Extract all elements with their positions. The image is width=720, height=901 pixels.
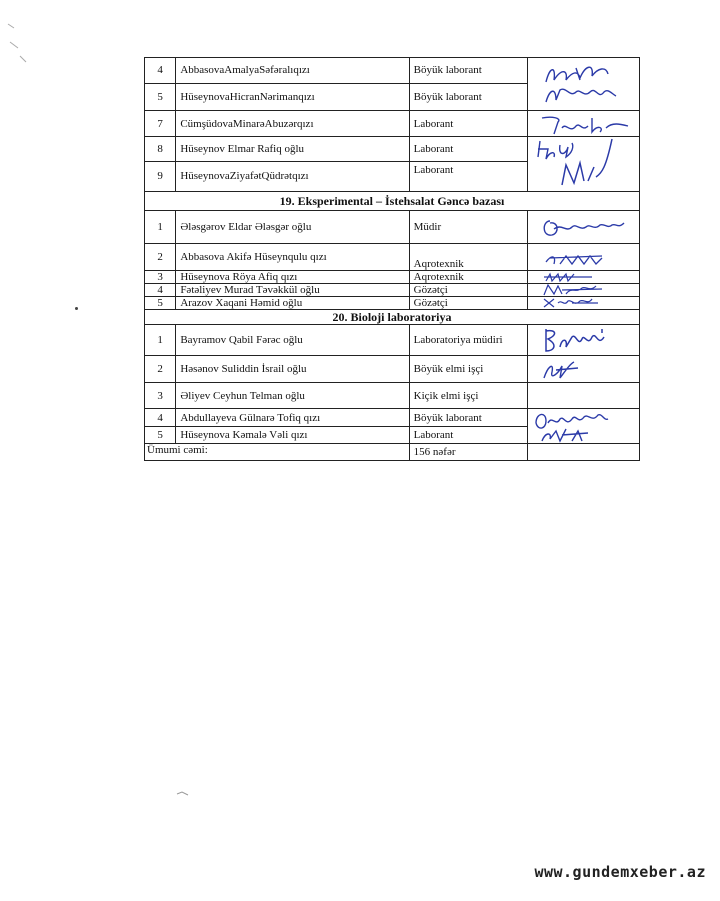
handwritten-signature [532,112,634,136]
handwritten-signature [532,325,634,355]
table-row [145,383,640,409]
employee-position: Laborant [409,427,527,444]
section-header-row [145,192,640,211]
handwritten-signature [532,244,634,270]
employee-name: Arazov Xaqani Həmid oğlu [176,297,409,310]
table-row [145,111,640,137]
signature-cell [527,111,639,137]
employee-position: Kiçik elmi işçi [409,383,527,409]
handwritten-signature [532,58,634,110]
row-number: 3 [145,383,176,409]
signature-cell [527,137,639,192]
row-number: 1 [145,211,176,244]
employee-position: Laborant [409,137,527,162]
row-number: 7 [145,111,176,137]
employee-position: Laborant [409,111,527,137]
employee-position: Böyük laborant [409,409,527,427]
signature-cell [527,356,639,383]
employee-name: Hüseynova Kəmalə Vəli qızı [176,427,409,444]
employee-position: Gözətçi [409,284,527,297]
table-row [145,58,640,84]
table-row [145,284,640,297]
employee-position: Gözətçi [409,297,527,310]
table-row [145,356,640,383]
handwritten-signature [532,284,634,296]
total-value: 156 nəfər [409,444,527,461]
row-number: 2 [145,244,176,271]
signature-cell [527,58,639,111]
employee-position: Böyük elmi işçi [409,356,527,383]
employee-name: HüseynovaHicranNərimanqızı [176,83,409,110]
employee-position: Böyük laborant [409,83,527,110]
signature-cell [527,444,639,461]
row-number: 5 [145,297,176,310]
signature-cell [527,211,639,244]
signature-cell [527,383,639,409]
handwritten-signature [532,211,634,243]
employee-position: Laboratoriya müdiri [409,325,527,356]
section-title: 19. Eksperimental – İstehsalat Gəncə bazası [145,192,640,211]
website-watermark: www.gundemxeber.az [534,863,706,881]
signature-cell [527,271,639,284]
row-number: 4 [145,409,176,427]
total-row [145,444,640,461]
signature-cell [527,325,639,356]
table-row [145,409,640,427]
row-number: 8 [145,137,176,162]
employee-position: Böyük laborant [409,58,527,84]
employee-name: Əliyev Ceyhun Telman oğlu [176,383,409,409]
section-title: 20. Bioloji laboratoriya [145,310,640,325]
employee-position: Aqrotexnik [409,271,527,284]
row-number: 2 [145,356,176,383]
scan-artifact [6,18,30,68]
signature-cell [527,244,639,271]
handwritten-signature [532,137,634,191]
employee-position: Aqrotexnik [409,244,527,271]
table-row [145,297,640,310]
row-number: 3 [145,271,176,284]
employee-name: Abbasova Akifə Hüseynqulu qızı [176,244,409,271]
row-number: 4 [145,58,176,84]
employee-name: AbbasovaAmalyaSəfəralıqızı [176,58,409,84]
employee-position: Müdir [409,211,527,244]
signature-cell [527,409,639,444]
handwritten-signature [532,297,634,309]
handwritten-signature [532,356,634,382]
table-row [145,137,640,162]
row-number: 5 [145,427,176,444]
employee-name: Fətəliyev Murad Təvəkkül oğlu [176,284,409,297]
section-header-row [145,310,640,325]
table-row [145,325,640,356]
row-number: 1 [145,325,176,356]
handwritten-signature [532,409,634,443]
scan-artifact [176,790,190,798]
employee-name: Ələsgərov Eldar Ələsgər oğlu [176,211,409,244]
table-row [145,271,640,284]
row-number: 5 [145,83,176,110]
employee-name: Hüseynov Elmar Rafiq oğlu [176,137,409,162]
table-row [145,244,640,271]
employee-name: CümşüdovaMinarəAbuzərqızı [176,111,409,137]
scan-speck [75,307,78,310]
table-row [145,211,640,244]
handwritten-signature [532,272,634,283]
employee-name: Abdullayeva Gülnarə Tofiq qızı [176,409,409,427]
employee-name: Hüseynova Röya Afiq qızı [176,271,409,284]
employee-position: Laborant [409,161,527,191]
staff-table [144,57,640,461]
total-label: Ümumi cəmi: [145,444,410,461]
row-number: 9 [145,161,176,191]
row-number: 4 [145,284,176,297]
employee-name: HüseynovaZiyafətQüdrətqızı [176,161,409,191]
employee-name: Həsənov Suliddin İsrail oğlu [176,356,409,383]
employee-name: Bayramov Qabil Fərəc oğlu [176,325,409,356]
signature-cell [527,297,639,310]
signature-cell [527,284,639,297]
